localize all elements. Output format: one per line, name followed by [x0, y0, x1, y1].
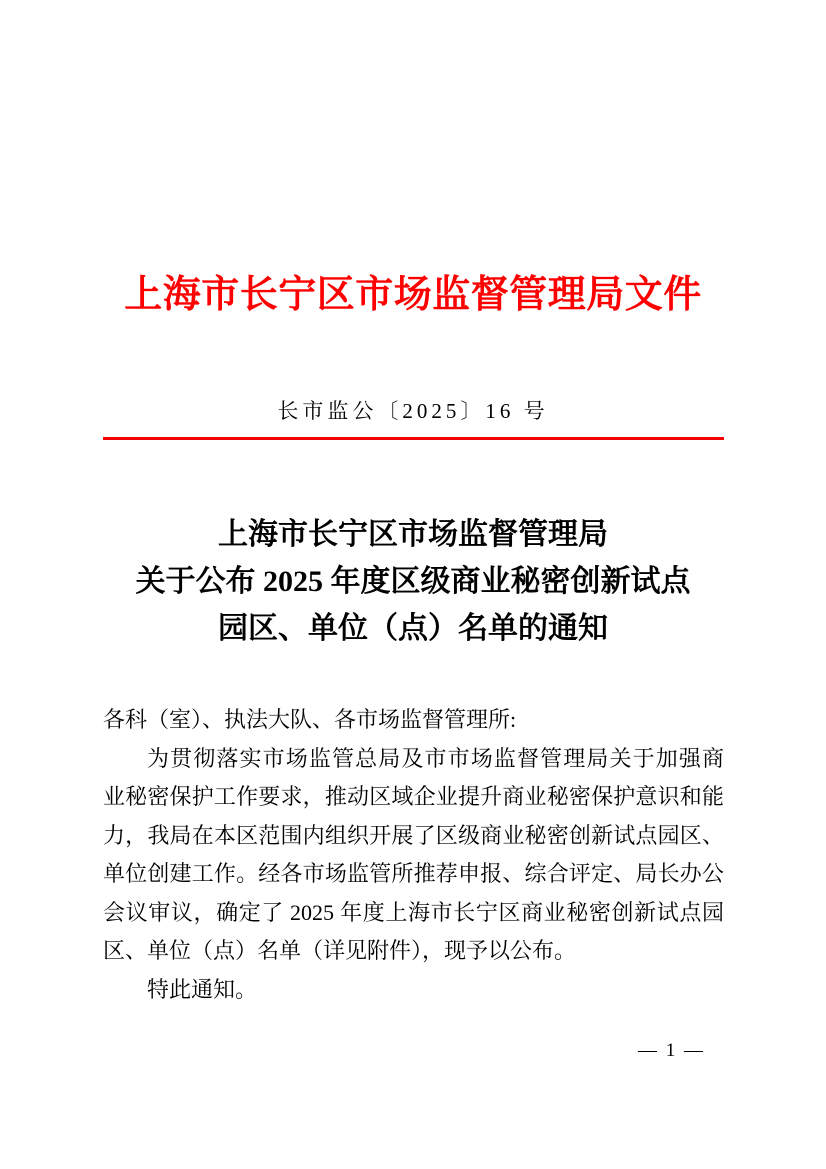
body-line: 会议审议，确定了 2025 年度上海市长宁区商业秘密创新试点园: [103, 899, 724, 925]
letterhead-title: 上海市长宁区市场监督管理局文件: [124, 274, 702, 316]
red-separator-line: [103, 437, 724, 440]
document-title-line-2: 关于公布 2025 年度区级商业秘密创新试点: [135, 565, 691, 598]
page-number: — 1 —: [638, 1040, 705, 1061]
closing-line: 特此通知。: [147, 976, 258, 1002]
body-line: 业秘密保护工作要求，推动区域企业提升商业秘密保护意识和能: [103, 784, 724, 809]
salutation-line: 各科（室）、执法大队、各市场监督管理所:: [103, 707, 517, 732]
document-title: [63, 511, 763, 652]
document-title-line-1: 上海市长宁区市场监督管理局: [218, 518, 608, 551]
document-title-line-3: 园区、单位（点）名单的通知: [218, 612, 608, 645]
document-body: [103, 701, 724, 1009]
document-number: 长市监公〔2025〕16 号: [277, 399, 549, 423]
body-line: 为贯彻落实市场监管总局及市市场监督管理局关于加强商: [147, 745, 724, 771]
body-line: 单位创建工作。经各市场监管所推荐申报、综合评定、局长办公: [103, 861, 724, 886]
body-line: 力，我局在本区范围内组织开展了区级商业秘密创新试点园区、: [103, 822, 724, 848]
body-line: 区、单位（点）名单（详见附件），现予以公布。: [103, 938, 577, 963]
